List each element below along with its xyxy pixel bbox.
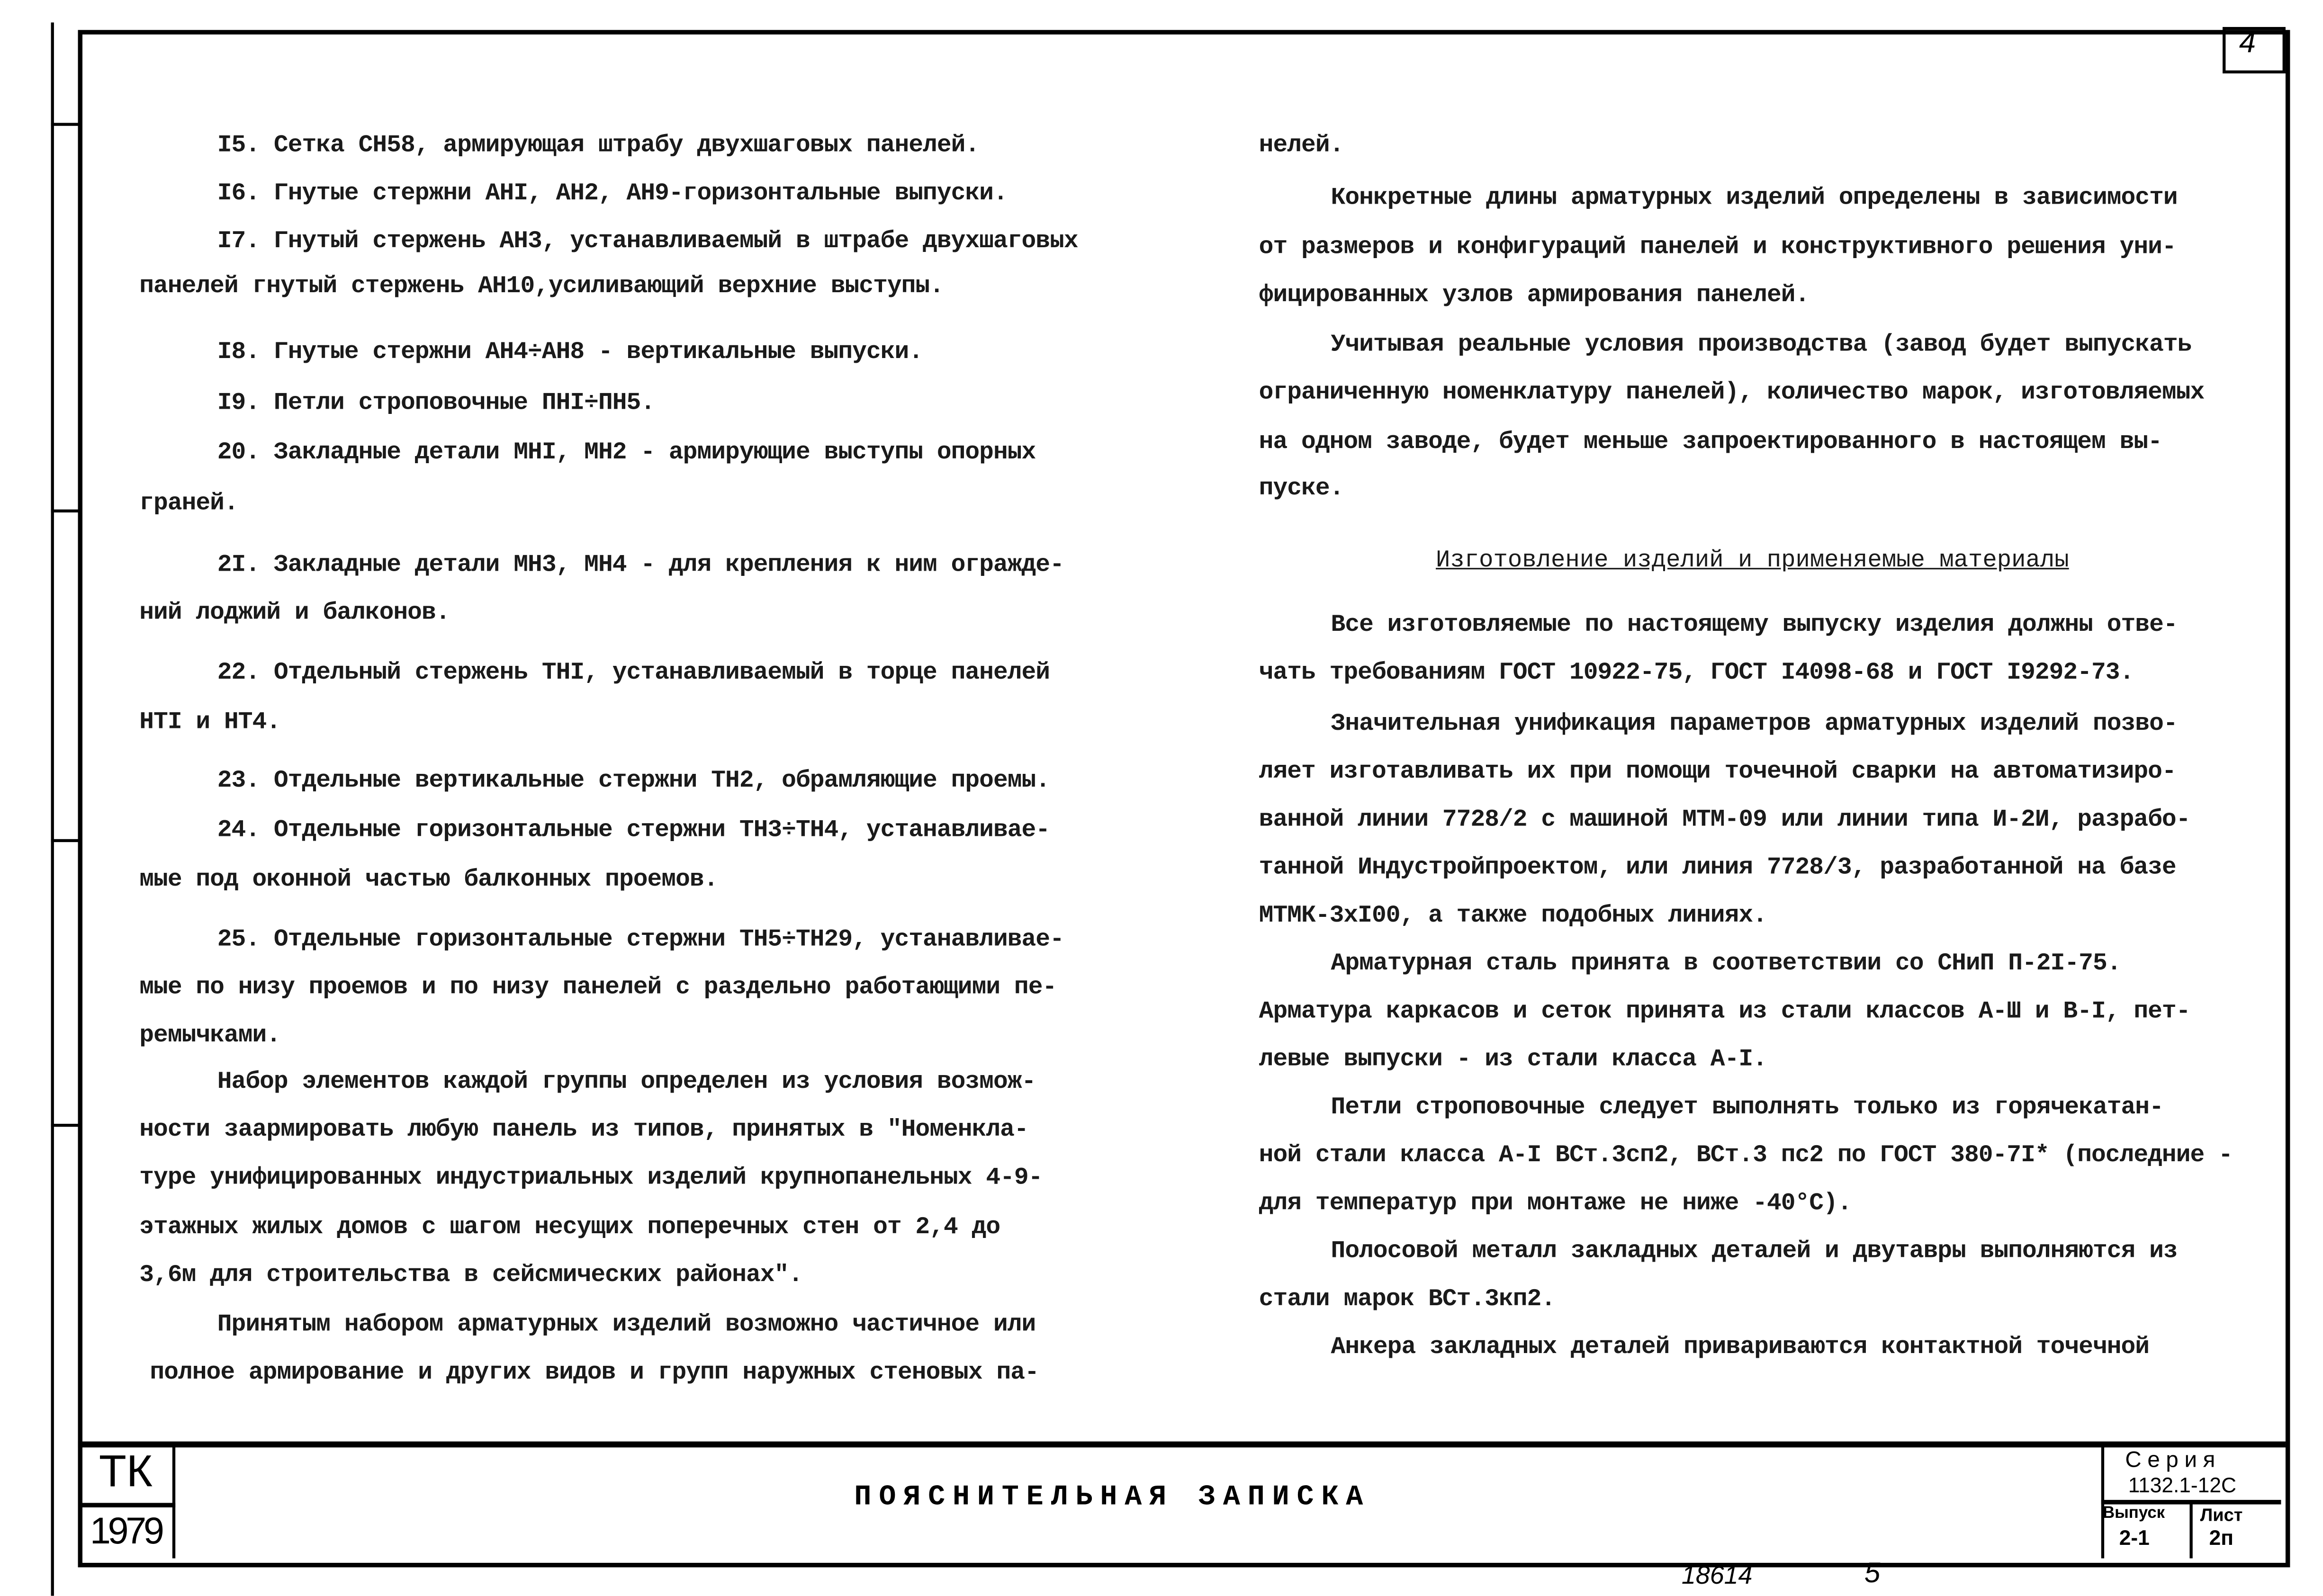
sheet-label: Лист <box>2200 1504 2243 1525</box>
text-line: ремычками. <box>139 1022 281 1049</box>
issue-label: Выпуск <box>2102 1504 2165 1523</box>
text-line: чать требованиям ГОСТ 10922-75, ГОСТ I4098-68 и ГОСТ I9292-73. <box>1259 659 2134 687</box>
text-line: 25. Отдельные горизонтальные стержни ТН5÷ТН29, устанавливае- <box>217 926 1064 953</box>
margin-tick <box>51 839 78 842</box>
text-line: ной стали класса А-I ВСт.3сп2, ВСт.3 пс2 по ГОСТ 380-7I* (последние - <box>1259 1141 2233 1169</box>
text-line: туре унифицированных индустриальных изделий крупнопанельных 4-9- <box>139 1164 1043 1192</box>
text-line: Арматурная сталь принята в соответствии со СНиП П-2I-75. <box>1331 950 2121 977</box>
text-line: НТI и НТ4. <box>139 708 281 736</box>
text-line: Анкера закладных деталей привариваются контактной точечной <box>1331 1333 2150 1361</box>
text-line: мые под оконной частью балконных проемов. <box>139 866 718 893</box>
text-line: ний лоджий и балконов. <box>139 599 450 627</box>
text-line: 3,6м для строительства в сейсмических районах". <box>139 1262 803 1289</box>
text-line: I7. Гнутый стержень АН3, устанавливаемый в штрабе двухшаговых <box>217 227 1078 255</box>
page-mark: 5 <box>1864 1558 1881 1590</box>
text-line: Набор элементов каждой группы определен из условия возмож- <box>217 1068 1036 1095</box>
text-line: панелей гнутый стержень АН10,усиливающий верхние выступы. <box>139 272 944 300</box>
text-line: пуске. <box>1259 475 1344 502</box>
org-box-split <box>82 1503 175 1507</box>
text-line: МТМК-3хI00, а также подобных линиях. <box>1259 902 1767 929</box>
text-line: от размеров и конфигураций панелей и конструктивного решения уни- <box>1259 233 2176 261</box>
text-line: мые по низу проемов и по низу панелей с раздельно работающими пе- <box>139 974 1057 1001</box>
archive-number: 18614 <box>1681 1561 1753 1590</box>
text-line: для температур при монтаже не ниже -40°С). <box>1259 1190 1852 1217</box>
binding-margin-line <box>51 22 54 1596</box>
text-line: 23. Отдельные вертикальные стержни ТН2, обрамляющие проемы. <box>217 767 1050 794</box>
text-line: I6. Гнутые стержни АНI, АН2, АН9-горизонтальные выпуски. <box>217 179 1008 207</box>
section-heading: Изготовление изделий и применяемые материалы <box>1436 547 2069 574</box>
series-value: 1132.1-12С <box>2128 1473 2236 1497</box>
text-line: стали марок ВСт.3кп2. <box>1259 1285 1556 1313</box>
text-line: Все изготовляемые по настоящему выпуску изделия должны отве- <box>1331 611 2178 638</box>
text-line: фицированных узлов армирования панелей. <box>1259 281 1810 309</box>
text-line: I5. Сетка СН58, армирующая штрабу двухшаговых панелей. <box>217 132 980 159</box>
series-label: Серия <box>2125 1447 2221 1473</box>
text-line: полное армирование и других видов и групп наружных стеновых па- <box>150 1359 1039 1386</box>
text-line: I8. Гнутые стержни АН4÷АН8 - вертикальные выпуски. <box>217 339 923 366</box>
text-line: Петли строповочные следует выполнять только из горячекатан- <box>1331 1094 2163 1121</box>
text-line: Конкретные длины арматурных изделий определены в зависимости <box>1331 184 2178 212</box>
issue-value: 2-1 <box>2119 1525 2150 1550</box>
text-line: нелей. <box>1259 132 1344 159</box>
sheet-number: 4 <box>2239 27 2256 60</box>
text-line: Значительная унификация параметров арматурных изделий позво- <box>1331 710 2178 737</box>
document-title: ПОЯСНИТЕЛЬНАЯ ЗАПИСКА <box>854 1480 1371 1514</box>
text-line: ограниченную номенклатуру панелей), количество марок, изготовляемых <box>1259 379 2205 406</box>
sheet-value: 2п <box>2209 1525 2234 1550</box>
year: 1979 <box>90 1510 162 1552</box>
text-line: 24. Отдельные горизонтальные стержни ТН3÷ТН4, устанавливае- <box>217 816 1050 844</box>
text-line: 20. Закладные детали МНI, МН2 - армирующие выступы опорных <box>217 439 1036 466</box>
stamp-cell-divider <box>2189 1501 2192 1558</box>
text-line: танной Индустройпроектом, или линия 7728/3, разработанной на базе <box>1259 854 2176 881</box>
title-block-top-border <box>78 1442 2286 1448</box>
text-line: Полосовой металл закладных деталей и двутавры выполняются из <box>1331 1237 2178 1265</box>
text-line: Принятым набором арматурных изделий возможно частичное или <box>217 1311 1036 1338</box>
text-line: на одном заводе, будет меньше запроектированного в настоящем вы- <box>1259 428 2162 456</box>
text-line: левые выпуски - из стали класса А-I. <box>1259 1046 1767 1073</box>
text-line: 2I. Закладные детали МН3, МН4 - для крепления к ним огражде- <box>217 551 1064 579</box>
text-line: ляет изготавливать их при помощи точечной сварки на автоматизиро- <box>1259 758 2176 785</box>
text-line: Арматура каркасов и сеток принята из стали классов А-Ш и В-I, пет- <box>1259 998 2190 1025</box>
text-line: 22. Отдельный стержень ТНI, устанавливаемый в торце панелей <box>217 659 1050 687</box>
org-code: ТК <box>99 1447 153 1497</box>
text-line: граней. <box>139 490 238 517</box>
text-line: I9. Петли строповочные ПНI÷ПН5. <box>217 389 655 417</box>
text-line: этажных жилых домов с шагом несущих поперечных стен от 2,4 до <box>139 1213 1000 1241</box>
text-line: ванной линии 7728/2 с машиной МТМ-09 или линии типа И-2И, разрабо- <box>1259 806 2190 834</box>
margin-tick <box>51 1124 78 1127</box>
margin-tick <box>51 510 78 512</box>
margin-tick <box>51 123 78 126</box>
org-box-divider <box>172 1444 175 1558</box>
text-line: ности заармировать любую панель из типов, принятых в "Номенкла- <box>139 1116 1028 1144</box>
text-line: Учитывая реальные условия производства (завод будет выпускать <box>1331 331 2192 359</box>
